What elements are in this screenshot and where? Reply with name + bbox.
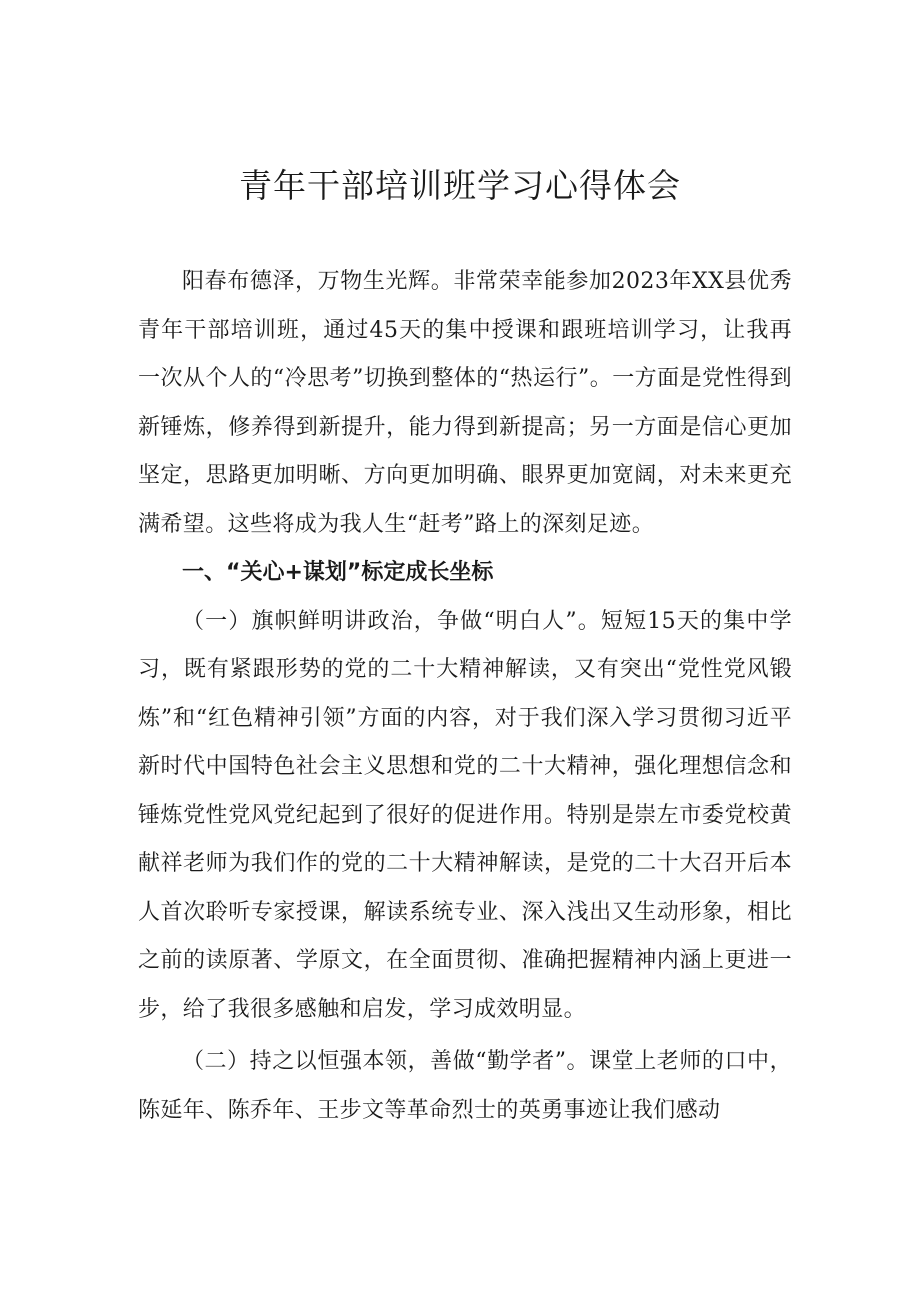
subsection-paragraph-2: （二）持之以恒强本领，善做“勤学者”。课堂上老师的口中，陈延年、陈乔年、王步文等革命烈士的英勇事迹让我们感动: [138, 1049, 792, 1123]
intro-paragraph: 阳春布德泽，万物生光辉。非常荣幸能参加2023年XX县优秀青年干部培训班，通过45天的集中授课和跟班培训学习，让我再一次从个人的“冷思考”切换到整体的“热运行”。一方面是党性得到新锤炼，修养得到新提升，能力得到新提高；另一方面是信心更加坚定，思路更加明晰、方向更加明确、眼界更加宽阔，对未来更充满希望。这些将成为我人生“赶考”路上的深刻足迹。: [138, 269, 792, 537]
document-body: [138, 258, 792, 1135]
document-title: 青年干部培训班学习心得体会: [239, 166, 681, 205]
section-heading-1: 一、“关心+谋划”标定成长坐标: [182, 560, 494, 585]
subsection-paragraph-1: （一）旗帜鲜明讲政治，争做“明白人”。短短15天的集中学习，既有紧跟形势的党的二十大精神解读，又有突出“党性党风锻炼”和“红色精神引领”方面的内容，对于我们深入学习贯彻习近平新时代中国特色社会主义思想和党的二十大精神，强化理想信念和锤炼党性党风党纪起到了很好的促进作用。特别是崇左市委党校黄献祥老师为我们作的党的二十大精神解读，是党的二十大召开后本人首次聆听专家授课，解读系统专业、深入浅出又生动形象，相比之前的读原著、学原文，在全面贯彻、准确把握精神内涵上更进一步，给了我很多感触和启发，学习成效明显。: [138, 608, 792, 1022]
